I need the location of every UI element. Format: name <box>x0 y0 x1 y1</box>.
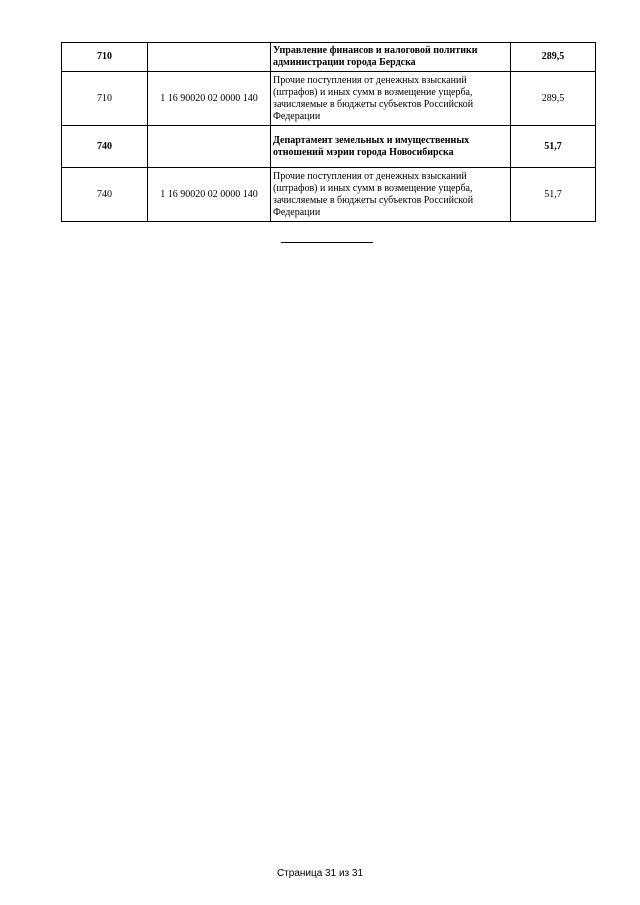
budget-revenue-table <box>61 42 596 222</box>
end-of-table-divider <box>281 242 373 243</box>
admin-code-cell: 740 <box>62 126 148 168</box>
kbk-code-cell <box>148 43 271 72</box>
kbk-code-cell: 1 16 90020 02 0000 140 <box>148 72 271 126</box>
revenue-name-cell: Департамент земельных и имущественных отношений мэрии города Новосибирска <box>271 126 511 168</box>
table-row <box>62 126 596 168</box>
page-number-footer: Страница 31 из 31 <box>276 868 364 879</box>
table-row <box>62 43 596 72</box>
kbk-code-cell <box>148 126 271 168</box>
revenue-name-cell: Прочие поступления от денежных взысканий (штрафов) и иных сумм в возмещение ущерба, зачисляемые в бюджеты субъектов Российской Федерации <box>271 168 511 222</box>
table-row <box>62 72 596 126</box>
amount-cell: 51,7 <box>511 168 596 222</box>
revenue-name-cell: Прочие поступления от денежных взысканий (штрафов) и иных сумм в возмещение ущерба, зачисляемые в бюджеты субъектов Российской Федерации <box>271 72 511 126</box>
amount-cell: 289,5 <box>511 43 596 72</box>
admin-code-cell: 740 <box>62 168 148 222</box>
amount-cell: 51,7 <box>511 126 596 168</box>
amount-cell: 289,5 <box>511 72 596 126</box>
kbk-code-cell: 1 16 90020 02 0000 140 <box>148 168 271 222</box>
table-row <box>62 168 596 222</box>
admin-code-cell: 710 <box>62 43 148 72</box>
admin-code-cell: 710 <box>62 72 148 126</box>
revenue-name-cell: Управление финансов и налоговой политики администрации города Бердска <box>271 43 511 72</box>
